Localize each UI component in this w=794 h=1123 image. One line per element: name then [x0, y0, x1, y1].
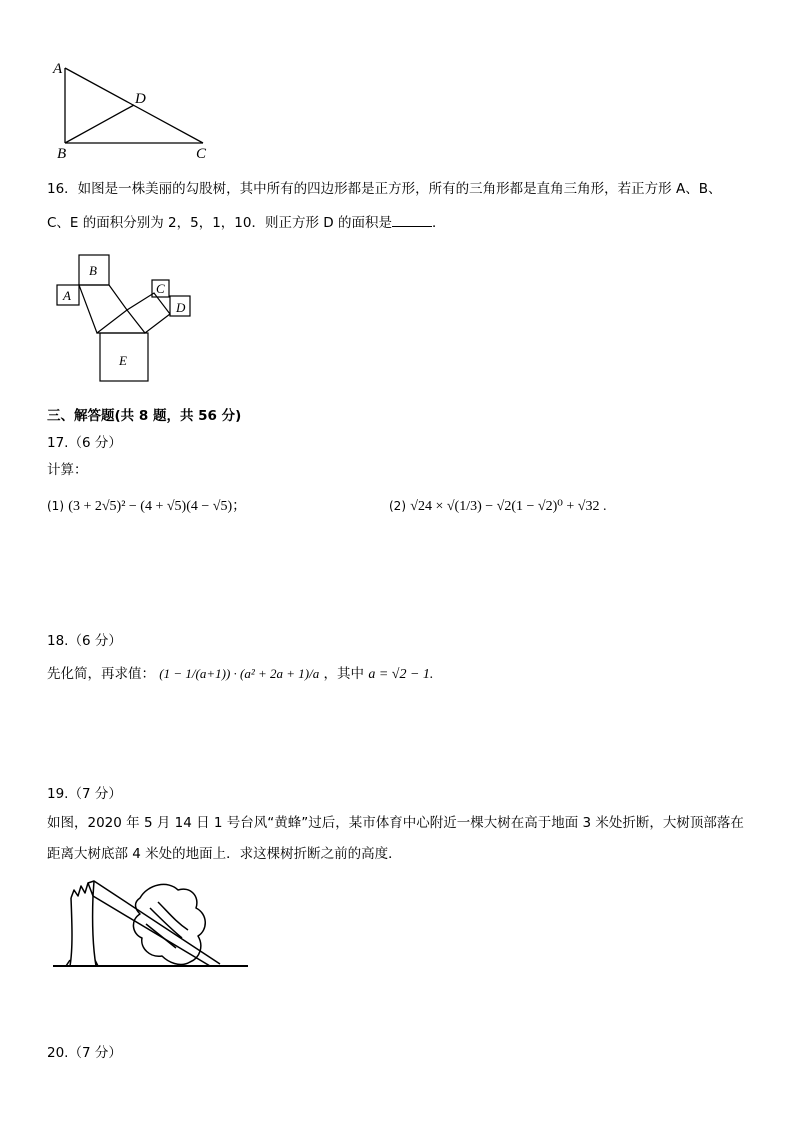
q17-part2-label: (2) [389, 499, 406, 513]
q16-line1: 16．如图是一株美丽的勾股树，其中所有的四边形都是正方形，所有的三角形都是直角三角形，若正方形 A、B、 [47, 181, 722, 197]
q18-head: 18.（6 分） [47, 633, 122, 649]
q18-suffix: ，其中 [323, 666, 365, 682]
q17-part1-label: (1) [47, 499, 64, 513]
q18-expr: (1 − 1/(a+1)) · (a² + 2a + 1)/a [159, 666, 320, 681]
broken-tree-figure [50, 878, 250, 970]
q17-head: 17.（6 分） [47, 435, 122, 451]
q17-part2-expr: √24 × √(1/3) − √2(1 − √2)⁰ + √32 . [410, 499, 607, 514]
q19-line2: 距离大树底部 4 米处的地面上．求这棵树折断之前的高度． [47, 846, 402, 862]
q20-head: 20.（7 分） [47, 1045, 122, 1061]
q19-line1: 如图，2020 年 5 月 14 日 1 号台风“黄蜂”过后，某市体育中心附近一棵大树在高于地面 3 米处折断，大树顶部落在 [47, 815, 744, 831]
q17-instruction: 计算： [47, 462, 88, 478]
label-B: B [89, 263, 97, 278]
q18-prefix: 先化简，再求值： [47, 666, 155, 682]
label-E: E [119, 353, 127, 368]
q16-line2-text: C、E 的面积分别为 2，5，1，10．则正方形 D 的面积是 [47, 215, 392, 231]
label-C: C [196, 146, 207, 162]
answer-blank [392, 215, 432, 227]
label-A: A [53, 61, 63, 77]
q19-head: 19.（7 分） [47, 786, 122, 802]
label-D: D [176, 300, 186, 315]
q18-body [47, 667, 433, 682]
pythagorean-tree-figure [50, 250, 200, 385]
q17-part1 [47, 500, 246, 514]
label-A: A [63, 288, 71, 303]
q18-condition: a = √2 − 1. [368, 667, 434, 682]
q16-line2 [47, 215, 445, 231]
label-B: B [57, 146, 67, 162]
label-C: C [156, 281, 165, 296]
triangle-abd-figure [48, 58, 218, 163]
q17-part2 [389, 500, 606, 514]
q16-line2-end: ． [431, 215, 446, 231]
section-title: 三、解答题(共 8 题，共 56 分) [47, 408, 242, 424]
q17-part1-expr: (3 + 2√5)² − (4 + √5)(4 − √5)； [68, 499, 247, 514]
label-D: D [135, 91, 146, 107]
